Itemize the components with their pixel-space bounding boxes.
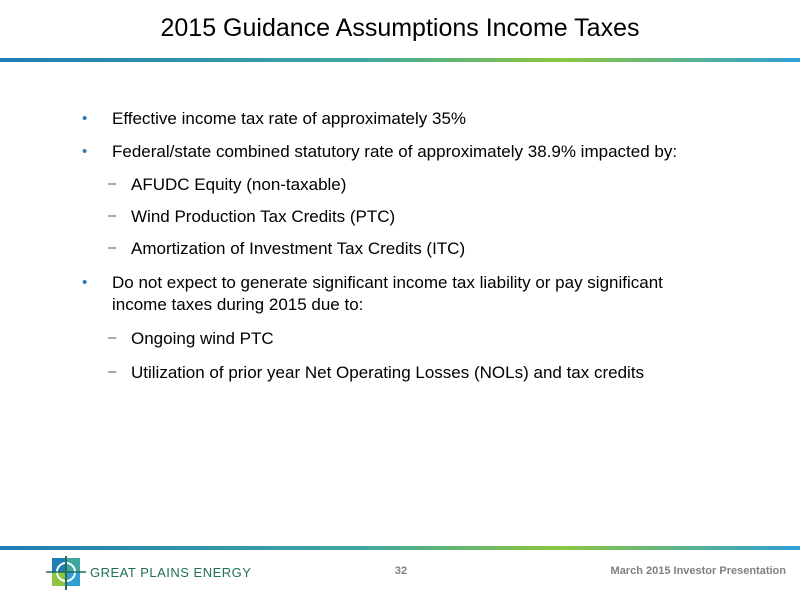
sub-bullet-text: Amortization of Investment Tax Credits (ITC) bbox=[131, 239, 466, 258]
logo-text: GREAT PLAINS ENERGY bbox=[90, 565, 252, 580]
company-logo bbox=[46, 556, 252, 590]
dash-icon: – bbox=[108, 363, 117, 380]
sub-bullet-item bbox=[80, 174, 720, 196]
dash-icon: – bbox=[108, 175, 117, 192]
sub-bullet-item bbox=[80, 206, 720, 228]
top-divider bbox=[0, 58, 800, 62]
bullet-text: Federal/state combined statutory rate of approximately 38.9% impacted by: bbox=[112, 142, 678, 161]
sub-bullet-item bbox=[80, 362, 720, 384]
bullet-text: Effective income tax rate of approximately 35% bbox=[112, 109, 467, 128]
sub-bullet-text: AFUDC Equity (non-taxable) bbox=[131, 175, 347, 194]
bullet-list bbox=[80, 108, 720, 394]
dash-icon: – bbox=[108, 239, 117, 256]
sub-bullet-item bbox=[80, 238, 720, 260]
presentation-title: March 2015 Investor Presentation bbox=[610, 565, 786, 577]
bullet-dot-icon: • bbox=[82, 143, 88, 160]
footer bbox=[0, 550, 800, 600]
slide-title: 2015 Guidance Assumptions Income Taxes bbox=[160, 14, 640, 42]
bullet-dot-icon: • bbox=[82, 274, 88, 291]
bullet-text: Do not expect to generate significant income tax liability or pay significant income taxes during 2015 due to: bbox=[112, 273, 663, 314]
page-number: 32 bbox=[394, 565, 408, 577]
sub-bullet-text: Wind Production Tax Credits (PTC) bbox=[131, 207, 396, 226]
dash-icon: – bbox=[108, 207, 117, 224]
dash-icon: – bbox=[108, 329, 117, 346]
bullet-item bbox=[80, 108, 720, 130]
bullet-item bbox=[80, 141, 720, 163]
sub-bullet-item bbox=[80, 328, 720, 350]
sub-bullet-text: Ongoing wind PTC bbox=[131, 329, 274, 348]
bullet-dot-icon: • bbox=[82, 110, 88, 127]
bullet-item bbox=[80, 272, 720, 316]
great-plains-energy-logo-icon bbox=[46, 556, 86, 590]
sub-bullet-text: Utilization of prior year Net Operating Losses (NOLs) and tax credits bbox=[131, 363, 645, 382]
